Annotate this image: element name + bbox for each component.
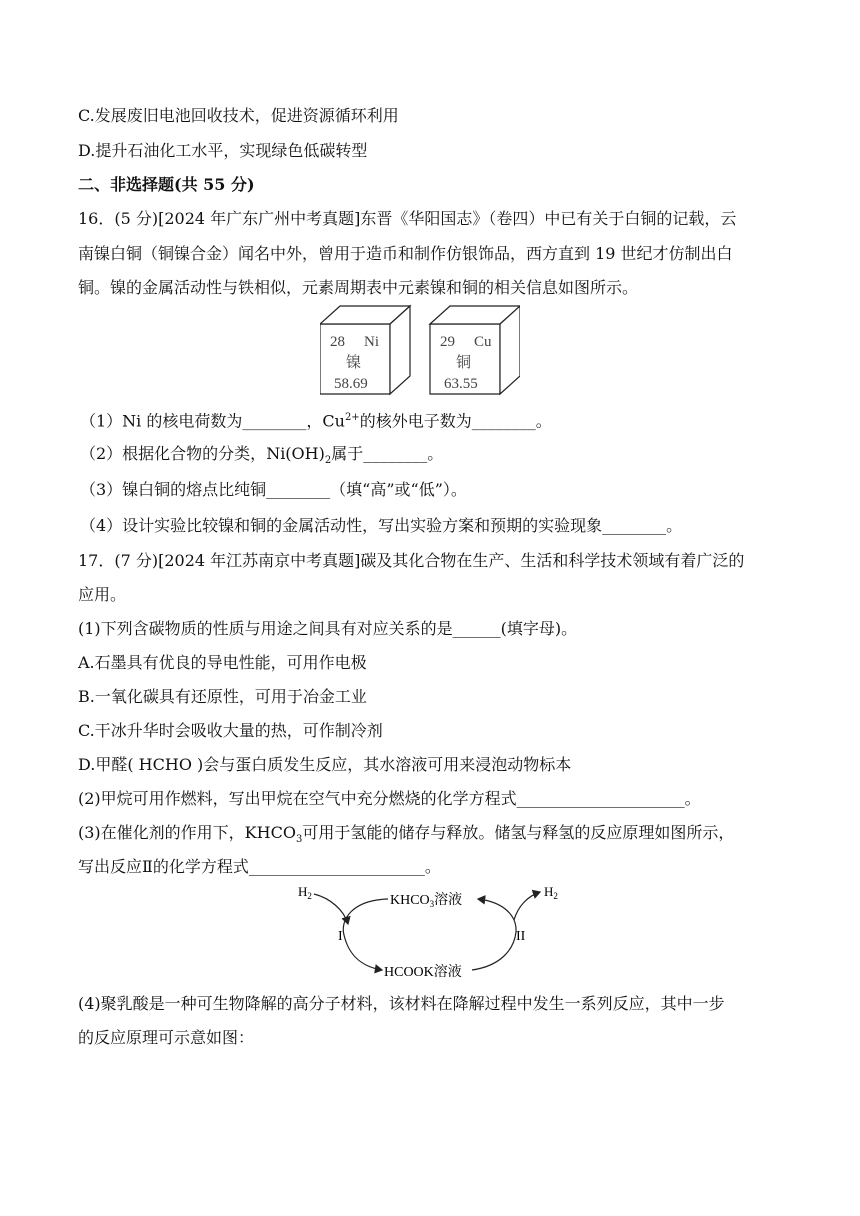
cu-mass: 63.55 [444,376,478,392]
cu-name: 铜 [456,355,472,371]
periodic-element-cards [320,304,520,396]
q17-stem-line1: 17．(7 分)[2024 年江苏南京中考真题]碳及其化合物在生产、生活和科学技术领域有着广泛的 [78,551,745,570]
q16-part3: （3）镍白铜的熔点比纯铜________（填“高”或“低”）。 [80,480,467,499]
h2-output-label: $H_2$ [544,884,558,901]
q17-part3-line1: (3)在催化剂的作用下，$KHCO_3$可用于氢能的储存与释放。储氢与释氢的反应原理如图所示， [78,823,735,846]
q16-stem-line1: 16．(5 分)[2024 年广东广州中考真题]东晋《华阳国志》（卷四）中已有关于白铜的记载，云 [78,209,737,228]
q17-part3-line2: 写出反应Ⅱ的化学方程式______________________。 [78,857,441,876]
q16-part4: （4）设计实验比较镍和铜的金属活动性，写出实验方案和预期的实验现象________。 [80,516,683,535]
hcook-solution-label: HCOOK溶液 [384,965,462,980]
q17-part4-line2: 的反应原理可示意如图： [78,1028,255,1047]
q17-option-a: A.石墨具有优良的导电性能，可用作电极 [78,653,367,672]
nickel-element-card [320,306,410,394]
h2-in-arrow [314,894,348,924]
reaction-ii-label: II [516,929,526,944]
hydrogen-storage-cycle-diagram [292,880,572,980]
q17-option-c: C.干冰升华时会吸收大量的热，可作制冷剂 [78,721,383,740]
cu-atomic-number: 29 [440,334,455,350]
reaction-i-label: I [338,929,343,944]
q17-option-b: B.一氧化碳具有还原性，可用于冶金工业 [78,687,367,706]
q17-part1: (1)下列含碳物质的性质与用途之间具有对应关系的是______(填字母)。 [78,619,578,638]
h2-out-arrow [514,892,540,920]
q16-stem-line2: 南镍白铜（铜镍合金）闻名中外，曾用于造币和制作仿银饰品，西方直到 19 世纪才仿制出白 [78,244,733,263]
section-title: 二、非选择题(共 55 分) [78,175,255,194]
option-c: C.发展废旧电池回收技术，促进资源循环利用 [78,106,399,125]
q16-part1: （1）Ni 的核电荷数为________，$Cu^{2+}$的核外电子数为________。 [80,411,552,431]
ni-atomic-number: 28 [330,334,345,350]
khco3-solution-label: $KHCO_3$溶液 [390,893,463,909]
q16-stem-line3: 铜。镍的金属活动性与铁相似，元素周期表中元素镍和铜的相关信息如图所示。 [78,278,639,297]
ni-name: 镍 [346,355,362,371]
reaction-ii-arrow [472,899,516,970]
cu-symbol: Cu [474,334,492,350]
q17-option-d: D.甲醛( HCHO )会与蛋白质发生反应，其水溶液可用来浸泡动物标本 [78,755,572,774]
ni-symbol: Ni [364,334,379,350]
q17-part2: (2)甲烷可用作燃料，写出甲烷在空气中充分燃烧的化学方程式_____________________。 [78,789,701,808]
copper-element-card [430,306,520,394]
q17-part4-line1: (4)聚乳酸是一种可生物降解的高分子材料，该材料在降解过程中发生一系列反应，其中一步 [78,994,725,1013]
reaction-i-arrow [343,899,388,970]
ni-mass: 58.69 [334,376,368,392]
option-d: D.提升石油化工水平，实现绿色低碳转型 [78,141,368,160]
q17-stem-line2: 应用。 [78,585,127,604]
q16-part2: （2）根据化合物的分类，$Ni(OH)_2$属于________。 [80,444,444,467]
h2-input-label: $H_2$ [298,884,312,901]
